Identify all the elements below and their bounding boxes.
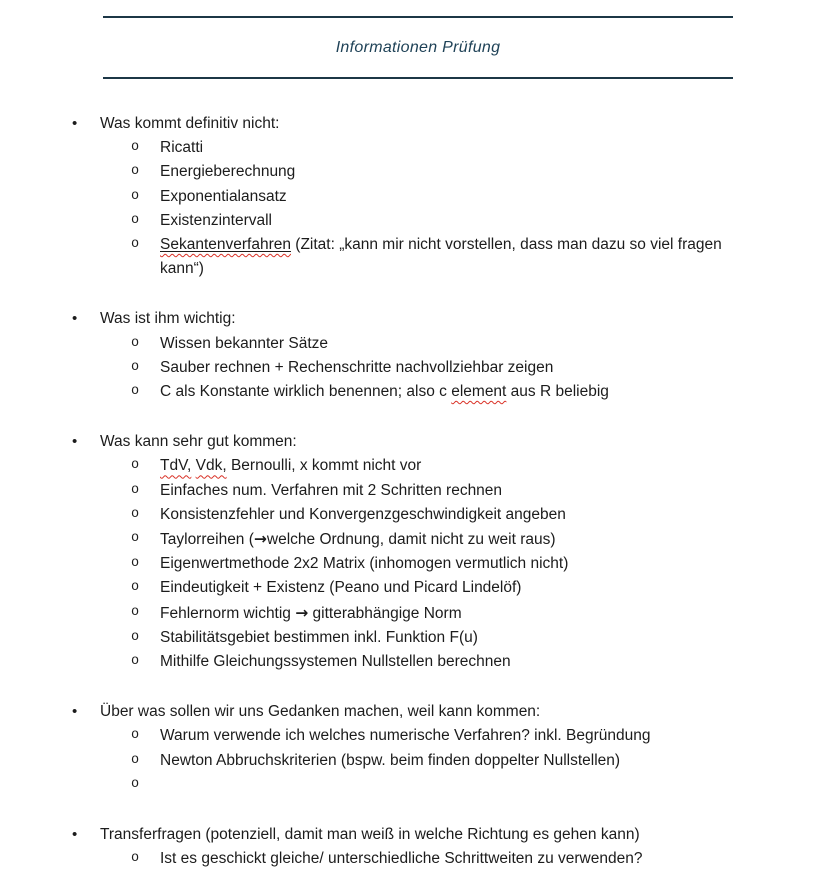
document-title: Informationen Prüfung: [335, 38, 501, 56]
sub-bullet-text: [160, 724, 746, 748]
circle-bullet-marker-icon: o: [131, 851, 140, 867]
text-run: gitterabhängige Norm: [308, 604, 462, 622]
sub-bullet-text: [160, 527, 746, 552]
sub-bullet-item: [0, 527, 746, 552]
text-run: (Zitat: „kann mir nicht vorstellen, dass man dazu so viel fragen kann“): [160, 236, 722, 278]
circle-bullet-marker-icon: o: [131, 335, 140, 351]
sub-bullet-text: [160, 356, 746, 380]
list-section: [0, 307, 746, 404]
circle-bullet-marker-icon: o: [131, 164, 140, 180]
sub-bullet-item: [0, 332, 746, 356]
circle-bullet-marker-icon: o: [131, 212, 140, 228]
list-section: [0, 700, 746, 797]
bullet-marker-icon: •: [72, 703, 78, 721]
bullet-marker-icon: •: [72, 310, 78, 328]
circle-bullet-marker-icon: o: [131, 629, 140, 645]
bullet-item: [0, 112, 746, 136]
sub-bullet-item: [0, 160, 746, 184]
text-run: Energieberechnung: [160, 163, 296, 181]
sub-bullet-text: [160, 773, 746, 797]
spellcheck-squiggle: TdV,: [160, 457, 192, 475]
circle-bullet-marker-icon: o: [131, 752, 140, 768]
circle-bullet-marker-icon: o: [131, 776, 140, 792]
text-run: welche Ordnung, damit nicht zu weit raus): [266, 531, 556, 549]
spellcheck-squiggle: Sekantenverfahren: [160, 236, 291, 254]
text-run: Sauber rechnen + Rechenschritte nachvollziehbar zeigen: [160, 358, 554, 376]
sub-bullet-item: [0, 209, 746, 233]
circle-bullet-marker-icon: o: [131, 580, 140, 596]
sub-bullet-item: [0, 576, 746, 600]
text-run: Warum verwende ich welches numerische Verfahren? inkl. Begründung: [160, 727, 651, 745]
circle-bullet-marker-icon: o: [131, 188, 140, 204]
bullet-heading: Was kann sehr gut kommen:: [100, 433, 297, 451]
circle-bullet-marker-icon: o: [131, 506, 140, 522]
sub-bullet-item: [0, 380, 746, 404]
text-run: Ist es geschickt gleiche/ unterschiedliche Schrittweiten zu verwenden?: [160, 850, 643, 868]
circle-bullet-marker-icon: o: [131, 654, 140, 670]
circle-bullet-marker-icon: o: [131, 482, 140, 498]
sub-bullet-text: [160, 576, 746, 600]
title-block: [103, 16, 733, 79]
text-run: Ricatti: [160, 139, 204, 157]
bullet-marker-icon: •: [72, 433, 78, 451]
sub-bullet-item: [0, 650, 746, 674]
text-run: Konsistenzfehler und Konvergenzgeschwindigkeit angeben: [160, 505, 566, 523]
sub-bullet-text: [160, 185, 746, 209]
sub-bullet-item: [0, 356, 746, 380]
text-run: Stabilitätsgebiet bestimmen inkl. Funktion F(u): [160, 628, 478, 646]
bullet-marker-icon: •: [72, 115, 78, 132]
sub-bullet-item: [0, 503, 746, 527]
spellcheck-squiggle: element: [451, 383, 507, 401]
text-run: aus R beliebig: [506, 383, 609, 401]
text-run: Mithilfe Gleichungssystemen Nullstellen berechnen: [160, 653, 511, 671]
text-run: Eindeutigkeit + Existenz (Peano und Picard Lindelöf): [160, 579, 522, 597]
sub-bullet-text: [160, 454, 746, 478]
text-run: Bernoulli, x kommt nicht vor: [226, 457, 422, 475]
underlined-misspelled-word: [160, 236, 291, 253]
sub-bullet-text: [160, 626, 746, 650]
sub-bullet-text: [160, 479, 746, 503]
sub-bullet-item: [0, 552, 746, 576]
list-section: [0, 430, 746, 674]
text-run: Fehlernorm wichtig: [160, 604, 296, 622]
sub-bullet-text: [160, 650, 746, 674]
sub-bullet-item: [0, 724, 746, 748]
sub-bullet-text: [160, 209, 746, 233]
text-run: Einfaches num. Verfahren mit 2 Schritten rechnen: [160, 481, 503, 499]
bullet-heading: Transferfragen (potenziell, damit man weiß in welche Richtung es gehen kann): [100, 826, 640, 844]
bullet-marker-icon: •: [72, 826, 78, 844]
sub-bullet-text: [160, 380, 746, 404]
sub-bullet-item: [0, 185, 746, 209]
text-run: Exponentialansatz: [160, 187, 287, 205]
bullet-item: [0, 430, 746, 454]
sub-bullet-text: [160, 332, 746, 356]
sub-bullet-text: [160, 847, 746, 871]
bullet-heading: Was ist ihm wichtig:: [100, 310, 236, 328]
sub-bullet-text: [160, 233, 746, 281]
text-run: Taylorreihen (: [160, 531, 254, 549]
list-section: [0, 112, 746, 281]
right-arrow-icon: →: [253, 530, 267, 549]
circle-bullet-marker-icon: o: [131, 359, 140, 375]
text-run: Eigenwertmethode 2x2 Matrix (inhomogen vermutlich nicht): [160, 555, 569, 573]
sub-bullet-item: [0, 773, 746, 797]
right-arrow-icon: →: [295, 603, 309, 622]
text-run: C als Konstante wirklich benennen; also c: [160, 383, 452, 401]
sub-bullet-item: [0, 233, 746, 281]
bullet-heading: Über was sollen wir uns Gedanken machen, weil kann kommen:: [100, 703, 541, 721]
bullet-item: [0, 823, 746, 847]
circle-bullet-marker-icon: o: [131, 531, 140, 547]
sub-bullet-item: [0, 626, 746, 650]
sub-bullet-text: [160, 749, 746, 773]
bullet-heading: Was kommt definitiv nicht:: [100, 115, 280, 132]
circle-bullet-marker-icon: o: [131, 728, 140, 744]
sub-bullet-item: [0, 454, 746, 478]
circle-bullet-marker-icon: o: [131, 140, 140, 156]
sub-bullet-text: [160, 136, 746, 160]
sub-bullet-item: [0, 601, 746, 626]
circle-bullet-marker-icon: o: [131, 384, 140, 400]
sub-bullet-item: [0, 749, 746, 773]
circle-bullet-marker-icon: o: [131, 604, 140, 620]
spellcheck-squiggle: Vdk,: [195, 457, 227, 475]
circle-bullet-marker-icon: o: [131, 237, 140, 253]
bullet-item: [0, 307, 746, 331]
sub-bullet-item: [0, 847, 746, 871]
text-run: Newton Abbruchskriterien (bspw. beim finden doppelter Nullstellen): [160, 751, 621, 769]
sub-bullet-text: [160, 503, 746, 527]
circle-bullet-marker-icon: o: [131, 556, 140, 572]
sub-bullet-text: [160, 160, 746, 184]
sub-bullet-item: [0, 136, 746, 160]
text-run: Wissen bekannter Sätze: [160, 334, 329, 352]
bullet-item: [0, 700, 746, 724]
sub-bullet-item: [0, 479, 746, 503]
circle-bullet-marker-icon: o: [131, 458, 140, 474]
document-content: [0, 112, 834, 881]
text-run: Existenzintervall: [160, 211, 272, 229]
sub-bullet-text: [160, 552, 746, 576]
list-section: [0, 823, 746, 871]
sub-bullet-text: [160, 601, 746, 626]
